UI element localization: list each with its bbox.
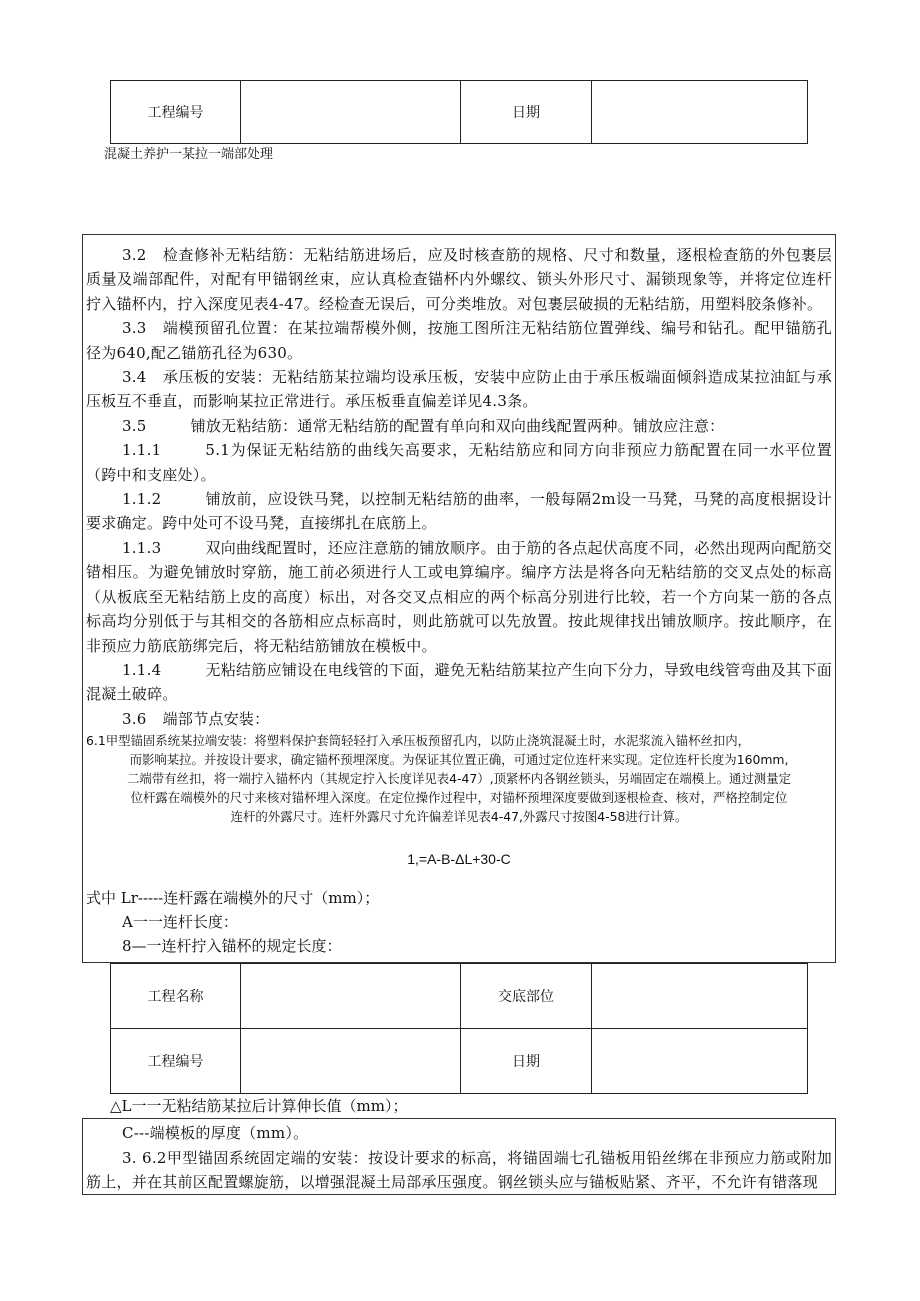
legend-delta-l: △L一一无粘结筋某拉后计算伸长值（mm）； — [110, 1097, 408, 1116]
legend-b: 8—一连杆拧入锚杯的规定长度： — [122, 937, 342, 956]
legend-a: A一一连杆长度： — [122, 913, 238, 932]
paragraph-number: 1.1.2 — [122, 490, 162, 509]
date-label: 日期 — [461, 81, 592, 144]
project-number-label-2: 工程编号 — [111, 1029, 241, 1094]
paragraph-text: 铺放前，应设铁马凳，以控制无粘结筋的曲率，一般每隔2m设一马凳，马凳的高度根据设计要求确定。跨中处可不设马凳，直接绑扎在底筋上。 — [86, 490, 832, 533]
main-content-box — [82, 234, 836, 963]
date-value-2 — [592, 1029, 808, 1094]
paragraph-6-2 — [86, 1146, 832, 1195]
paragraph-text: 检查修补无粘结筋：无粘结筋进场后，应及时核查筋的规格、尺寸和数量，逐根检查筋的外包裹层质量及端部配件，对配有甲锚钢丝束，应认真检查锚杯内外螺纹、锁头外形尺寸、漏锁现象等，并将定位连杆拧入锚杯内，拧入深度见表4-47。经检查无误后，可分类堆放。对包裹层破损的无粘结筋，用塑料胶条修补。 — [86, 246, 832, 313]
paragraph — [86, 243, 832, 316]
anchor-install-line: 连杆的外露尺寸。连杆外露尺寸允许偏差详见表4-47,外露尺寸按图4-58进行计算。 — [230, 809, 688, 825]
paragraph-number: 3. 6.2 — [122, 1148, 167, 1167]
project-number-value — [241, 81, 461, 144]
anchor-install-block — [83, 731, 835, 826]
paragraph — [86, 487, 832, 536]
date-label-2: 日期 — [461, 1029, 592, 1094]
date-value — [592, 81, 808, 144]
paragraph-text: 端部节点安装： — [162, 709, 270, 728]
top-info-table — [110, 80, 808, 144]
project-name-label: 工程名称 — [111, 964, 241, 1029]
paragraph — [86, 707, 832, 731]
handover-part-label: 交底部位 — [461, 964, 592, 1029]
paragraph-text: 无粘结筋应铺设在电线管的下面，避免无粘结筋某拉产生向下分力，导致电线管弯曲及其下面混凝土破碎。 — [86, 660, 832, 704]
project-number-value-2 — [241, 1029, 461, 1094]
paragraph-number: 1.1.4 — [122, 660, 162, 679]
paragraph-number: 3.6 — [122, 709, 147, 728]
anchor-install-line: 而影响某拉。并按设计要求，确定锚杯预埋深度。为保证其位置正确，可通过定位连杆来实现。定位连杆长度为160mm, — [129, 752, 789, 768]
paragraph-text: 甲型锚固系统固定端的安装：按设计要求的标高，将锚固端七孔锚板用铅丝绑在非预应力筋或附加筋上，并在其前区配置螺旋筋，以增强混凝土局部承压强度。钢丝锁头应与锚板贴紧、齐平，不允许有错落现 — [86, 1148, 833, 1191]
paragraph-list — [83, 243, 835, 731]
paragraph-number: 3.5 — [122, 416, 147, 435]
paragraph — [86, 414, 832, 438]
anchor-install-line: 二端带有丝扣，将一端拧入锚杯内（其规定拧入长度详见表4-47）,顶紧杯内各钢丝锁头，另端固定在端模上。通过测量定 — [127, 771, 791, 787]
anchor-install-line: 6.1甲型锚固系统某拉端安装：将塑料保护套筒轻轻打入承压板预留孔内，以防止浇筑混凝土时，水泥浆流入锚杯丝扣内， — [86, 733, 751, 749]
paragraph-text: 5.1为保证无粘结筋的曲线矢高要求，无粘结筋应和同方向非预应力筋配置在同一水平位置（跨中和支座处）。 — [86, 441, 832, 484]
legend-c: C---端模板的厚度（mm）。 — [122, 1124, 309, 1143]
paragraph-text: 承压板的安装：无粘结筋某拉端均设承压板，安装中应防止由于承压板端面倾斜造成某拉油缸与承压板互不垂直，而影响某拉正常进行。承压板垂直偏差详见4.3条。 — [86, 368, 832, 411]
anchor-install-line: 位杆露在端模外的尺寸来核对锚杯埋入深度。在定位操作过程中，对锚杯预埋深度要做到逐根检查、核对，严格控制定位 — [130, 790, 788, 806]
paragraph-text: 端模预留孔位置：在某拉端帮模外侧，按施工图所注无粘结筋位置弹线、编号和钻孔。配甲锚筋孔径为640,配乙锚筋孔径为630。 — [86, 319, 832, 362]
paragraph — [86, 438, 832, 487]
paragraph-text: 铺放无粘结筋：通常无粘结筋的配置有单向和双向曲线配置两种。铺放应注意： — [190, 416, 725, 435]
paragraph — [86, 365, 832, 414]
paragraph — [86, 316, 832, 365]
formula: 1,=A-B-ΔL+30-C — [407, 851, 511, 868]
handover-part-value — [592, 964, 808, 1029]
paragraph-number: 3.2 — [122, 246, 147, 264]
paragraph-number: 3.3 — [122, 319, 147, 338]
section-caption: 混凝土养护一某拉一端部处理 — [104, 147, 274, 162]
paragraph — [86, 536, 832, 658]
project-number-label: 工程编号 — [111, 81, 241, 144]
paragraph-number: 1.1.1 — [122, 441, 162, 460]
project-name-value — [241, 964, 461, 1029]
legend-lr: 式中 Lr-----连杆露在端模外的尺寸（mm）； — [86, 889, 380, 908]
paragraph — [86, 658, 832, 707]
bottom-content-box — [82, 1118, 836, 1195]
paragraph-number: 3.4 — [122, 368, 147, 387]
paragraph-text: 双向曲线配置时，还应注意筋的铺放顺序。由于筋的各点起伏高度不同，必然出现两向配筋交错相压。为避免铺放时穿筋，施工前必须进行人工或电算编序。编序方法是将各向无粘结筋的交叉点处的标高（从板底至无粘结筋上皮的高度）标出，对各交叉点相应的两个标高分别进行比较，若一个方向某一筋的各点标高均分别低于与其相交的各筋相应点标高时，则此筋就可以先放置。按此规律找出铺放顺序。按此顺序，在非预应力筋底筋绑完后，将无粘结筋铺放在模板中。 — [86, 538, 832, 655]
paragraph-number: 1.1.3 — [122, 538, 162, 557]
mid-info-table — [110, 963, 808, 1094]
